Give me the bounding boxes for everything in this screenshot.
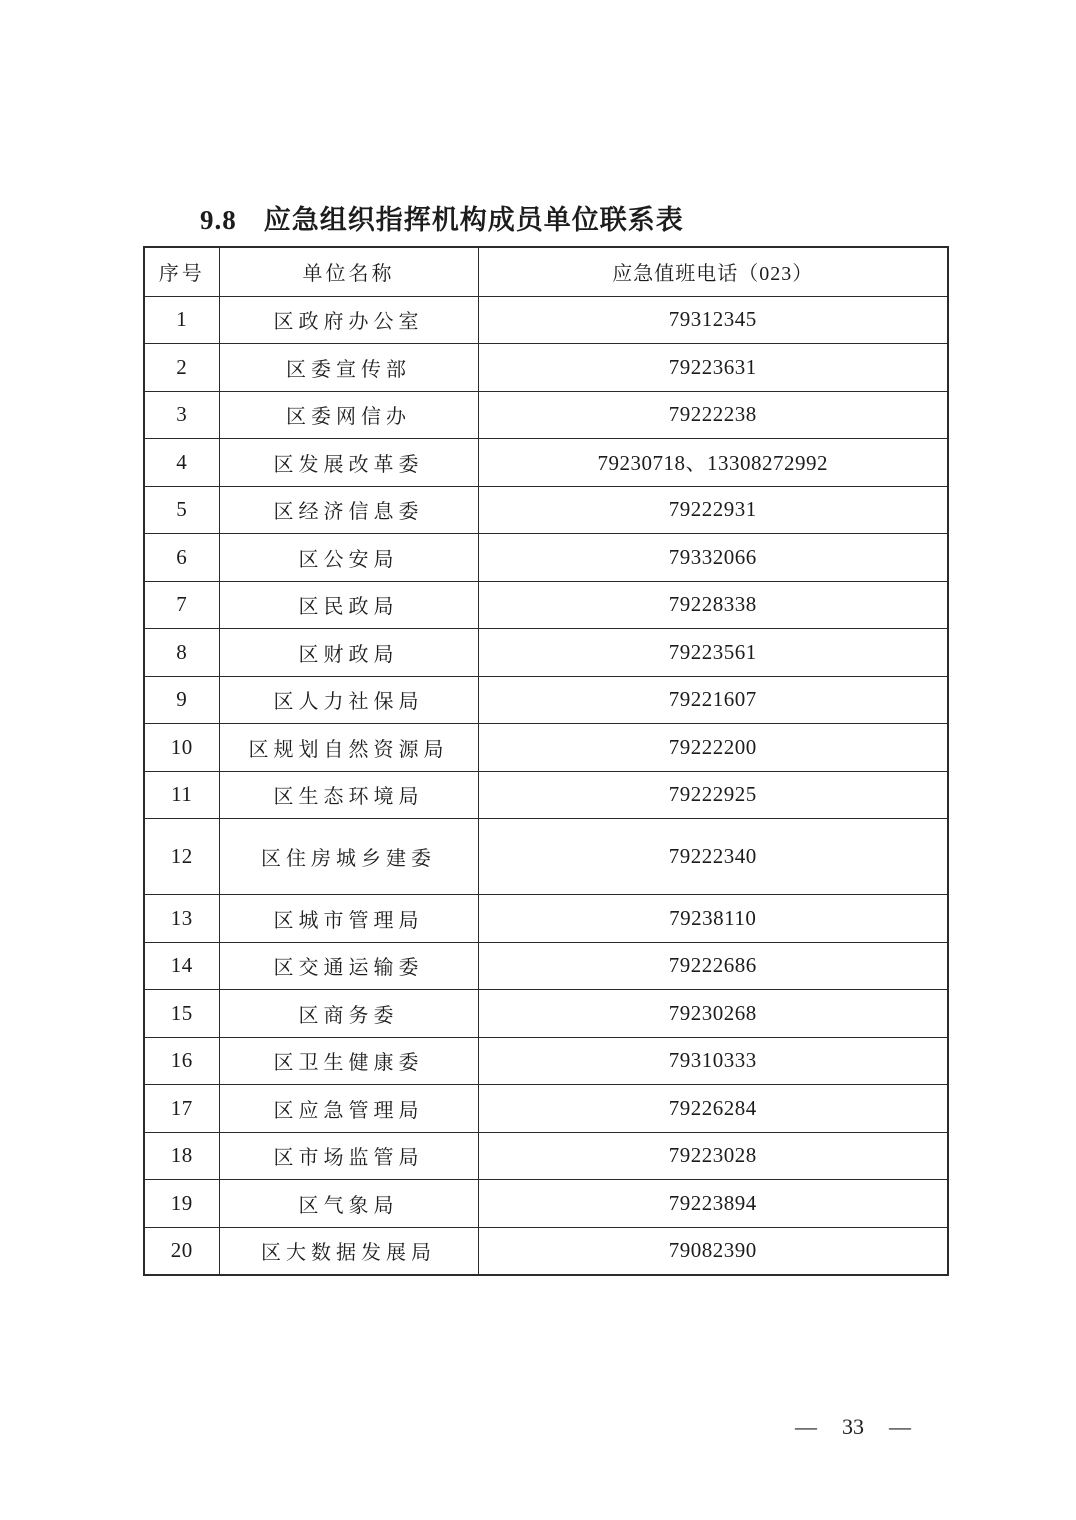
table-row: [144, 676, 948, 724]
table-row: [144, 486, 948, 534]
page-number: 33: [842, 1414, 864, 1439]
table-row: [144, 819, 948, 895]
row-unit-name: 区大数据发展局: [219, 1227, 478, 1275]
row-phone-number: 79223028: [478, 1132, 948, 1180]
section-title-text: 应急组织指挥机构成员单位联系表: [263, 205, 684, 235]
row-unit-name: 区商务委: [219, 990, 478, 1038]
row-phone-number: 79221607: [478, 676, 948, 724]
footer-dash-right: —: [889, 1414, 911, 1439]
table-row: [144, 1037, 948, 1085]
row-phone-number: 79222238: [478, 391, 948, 439]
table-row: [144, 1132, 948, 1180]
row-serial-number: 17: [144, 1085, 219, 1133]
row-serial-number: 10: [144, 724, 219, 772]
table-row: [144, 439, 948, 487]
row-serial-number: 9: [144, 676, 219, 724]
row-unit-name: 区民政局: [219, 581, 478, 629]
table-body: [144, 296, 948, 1275]
table-header-row: [144, 247, 948, 296]
row-serial-number: 2: [144, 344, 219, 392]
header-serial-number: 序号: [144, 247, 219, 296]
row-unit-name: 区应急管理局: [219, 1085, 478, 1133]
table-row: [144, 296, 948, 344]
row-serial-number: 4: [144, 439, 219, 487]
row-unit-name: 区住房城乡建委: [219, 819, 478, 895]
row-phone-number: 79223894: [478, 1180, 948, 1228]
row-serial-number: 18: [144, 1132, 219, 1180]
row-unit-name: 区人力社保局: [219, 676, 478, 724]
row-unit-name: 区委宣传部: [219, 344, 478, 392]
page-footer: [795, 1414, 911, 1440]
row-serial-number: 13: [144, 895, 219, 943]
row-serial-number: 15: [144, 990, 219, 1038]
row-phone-number: 79222340: [478, 819, 948, 895]
row-phone-number: 79230718、13308272992: [478, 439, 948, 487]
table-row: [144, 1180, 948, 1228]
row-serial-number: 11: [144, 771, 219, 819]
row-unit-name: 区卫生健康委: [219, 1037, 478, 1085]
row-unit-name: 区财政局: [219, 629, 478, 677]
row-phone-number: 79310333: [478, 1037, 948, 1085]
section-number: 9.8: [200, 205, 237, 235]
row-serial-number: 6: [144, 534, 219, 582]
section-title: [200, 198, 684, 237]
table-row: [144, 534, 948, 582]
table-row: [144, 724, 948, 772]
row-phone-number: 79222200: [478, 724, 948, 772]
table-row: [144, 1085, 948, 1133]
row-serial-number: 14: [144, 942, 219, 990]
row-unit-name: 区气象局: [219, 1180, 478, 1228]
table-row: [144, 629, 948, 677]
table-row: [144, 391, 948, 439]
row-phone-number: 79238110: [478, 895, 948, 943]
table-row: [144, 581, 948, 629]
row-phone-number: 79312345: [478, 296, 948, 344]
row-phone-number: 79230268: [478, 990, 948, 1038]
row-phone-number: 79228338: [478, 581, 948, 629]
row-unit-name: 区经济信息委: [219, 486, 478, 534]
table-row: [144, 771, 948, 819]
header-duty-phone: 应急值班电话（023）: [478, 247, 948, 296]
row-phone-number: 79222925: [478, 771, 948, 819]
row-serial-number: 19: [144, 1180, 219, 1228]
table-row: [144, 1227, 948, 1275]
header-unit-name: 单位名称: [219, 247, 478, 296]
row-serial-number: 5: [144, 486, 219, 534]
row-unit-name: 区规划自然资源局: [219, 724, 478, 772]
row-phone-number: 79226284: [478, 1085, 948, 1133]
row-unit-name: 区市场监管局: [219, 1132, 478, 1180]
row-serial-number: 1: [144, 296, 219, 344]
row-phone-number: 79332066: [478, 534, 948, 582]
row-serial-number: 12: [144, 819, 219, 895]
row-serial-number: 20: [144, 1227, 219, 1275]
row-unit-name: 区委网信办: [219, 391, 478, 439]
row-unit-name: 区交通运输委: [219, 942, 478, 990]
row-phone-number: 79222931: [478, 486, 948, 534]
table-row: [144, 942, 948, 990]
row-phone-number: 79222686: [478, 942, 948, 990]
footer-dash-left: —: [795, 1414, 817, 1439]
row-unit-name: 区生态环境局: [219, 771, 478, 819]
row-unit-name: 区发展改革委: [219, 439, 478, 487]
row-serial-number: 16: [144, 1037, 219, 1085]
row-serial-number: 7: [144, 581, 219, 629]
table-row: [144, 344, 948, 392]
row-phone-number: 79082390: [478, 1227, 948, 1275]
row-serial-number: 8: [144, 629, 219, 677]
row-unit-name: 区政府办公室: [219, 296, 478, 344]
row-unit-name: 区城市管理局: [219, 895, 478, 943]
contact-table: [143, 246, 949, 1276]
table-row: [144, 895, 948, 943]
row-serial-number: 3: [144, 391, 219, 439]
table-row: [144, 990, 948, 1038]
row-phone-number: 79223631: [478, 344, 948, 392]
row-phone-number: 79223561: [478, 629, 948, 677]
row-unit-name: 区公安局: [219, 534, 478, 582]
